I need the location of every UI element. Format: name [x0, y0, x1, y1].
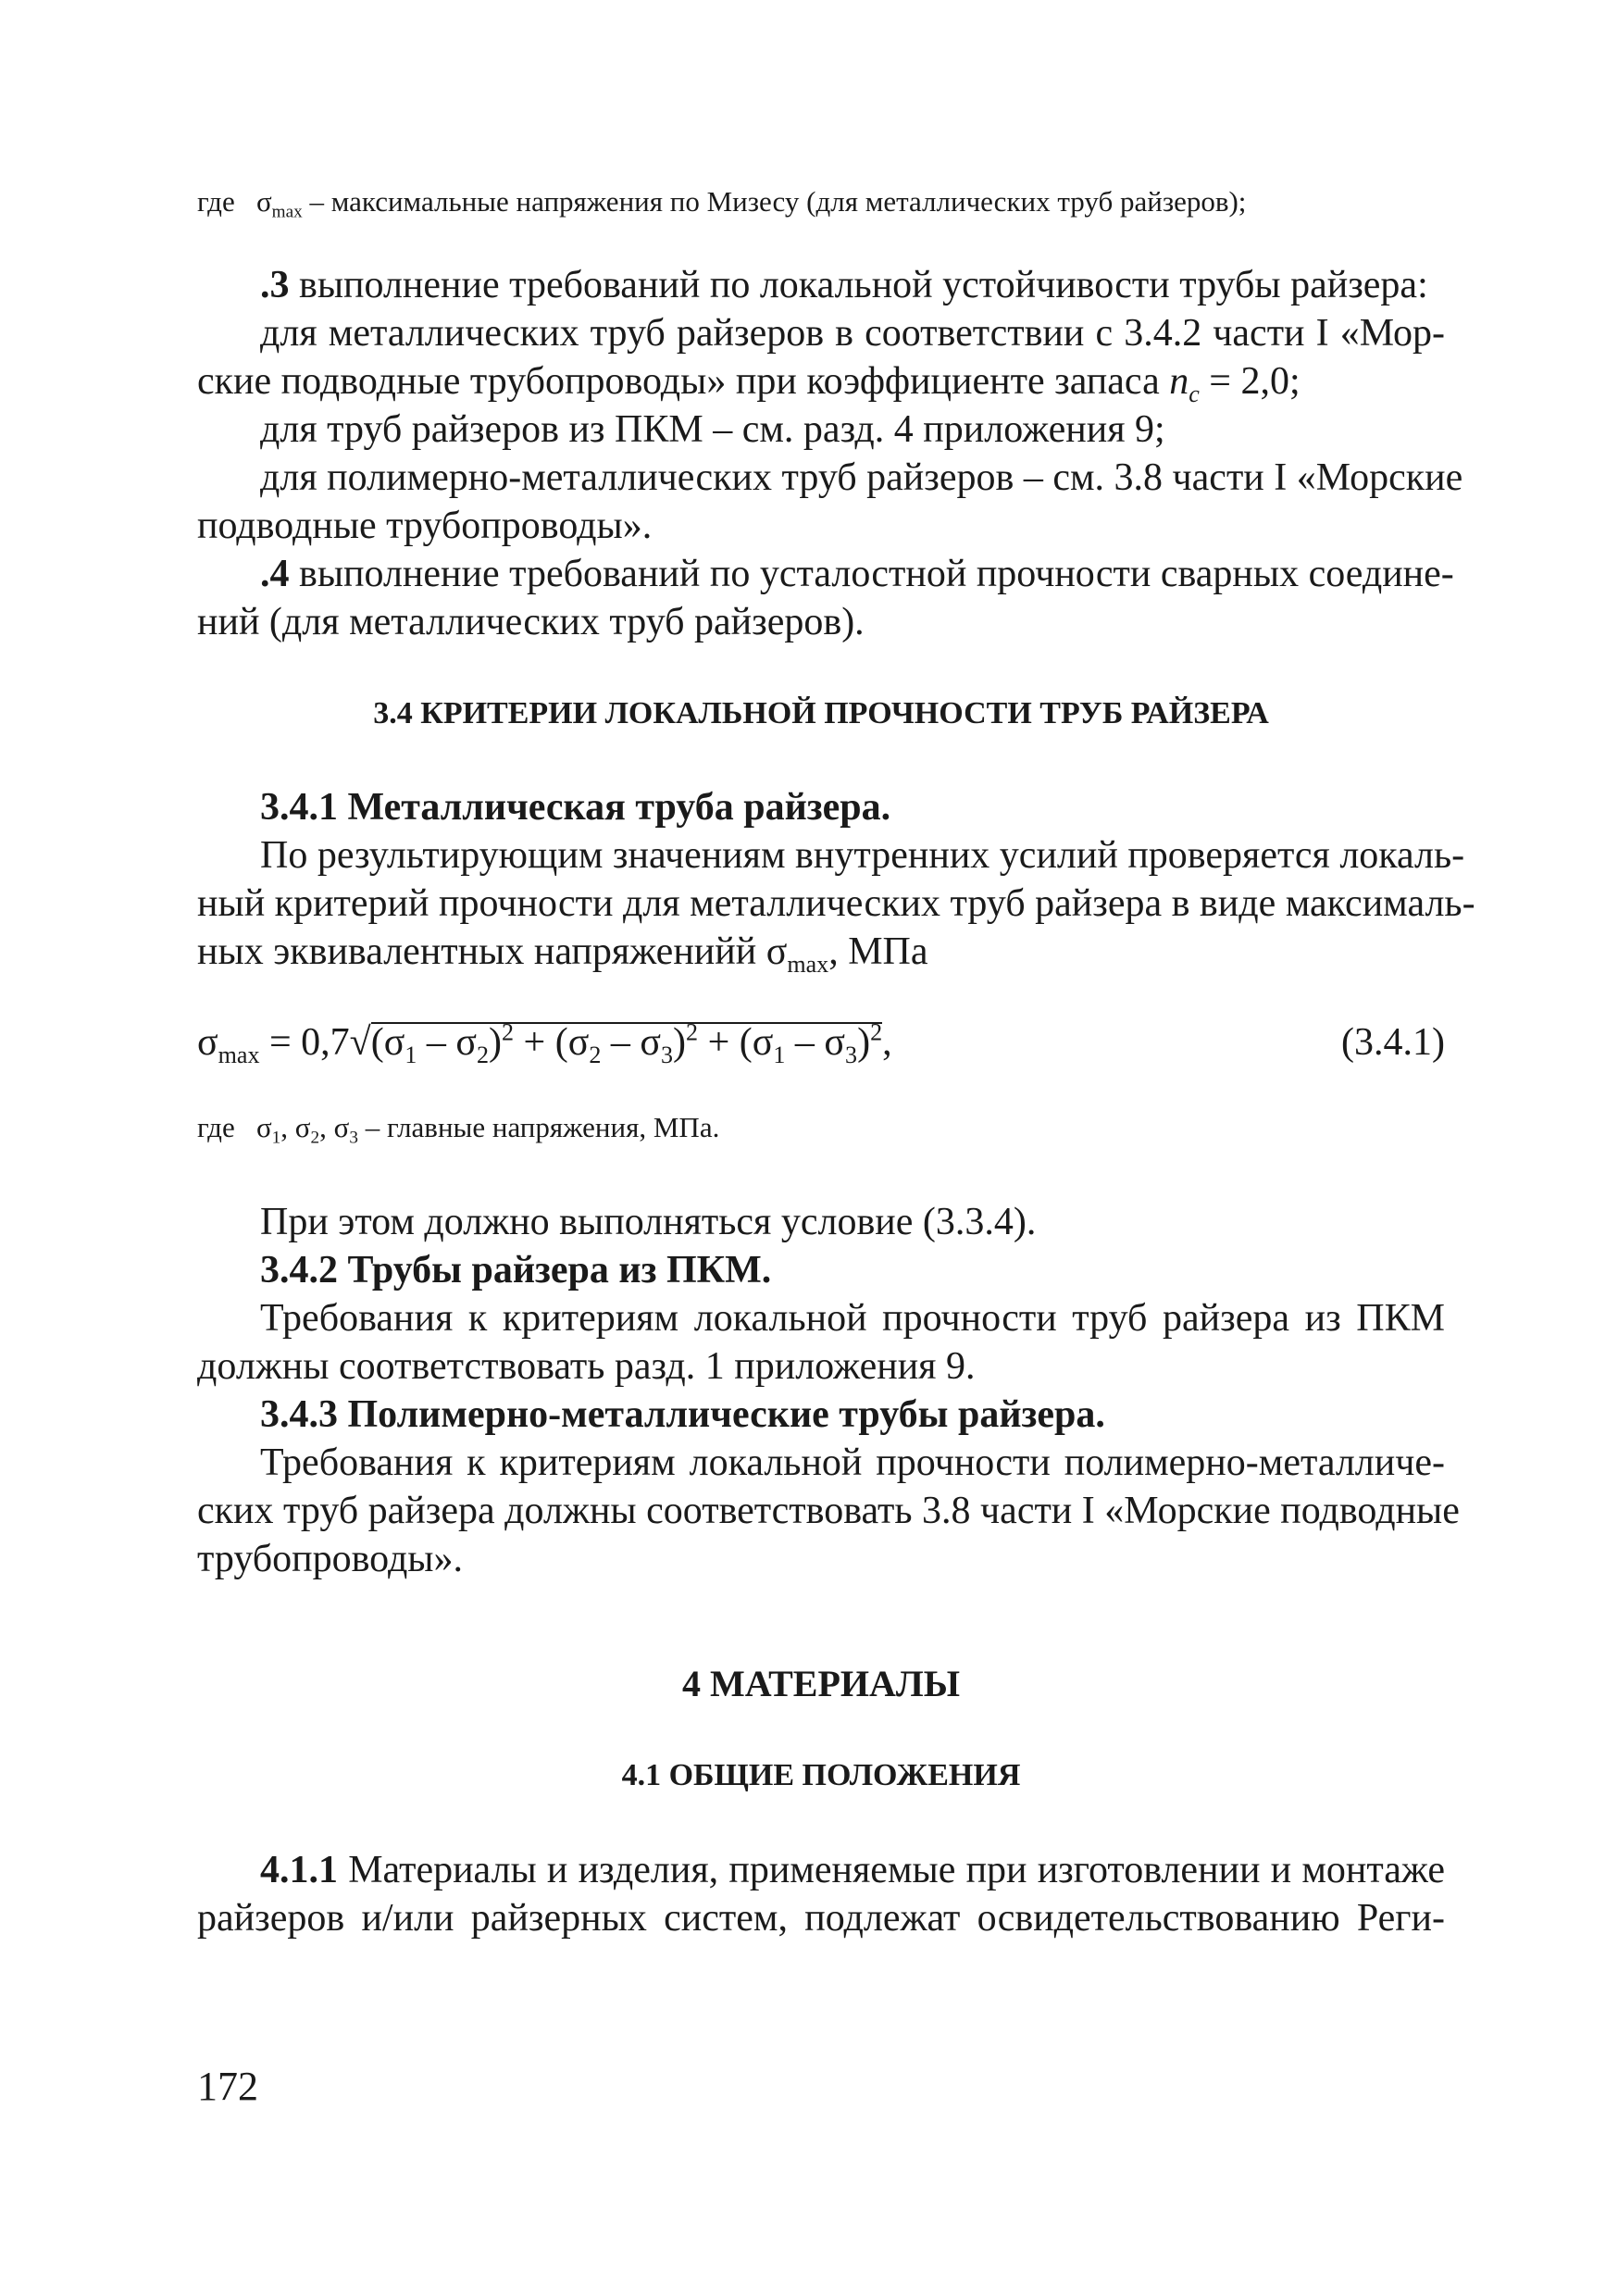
term: ): [489, 1021, 503, 1064]
item-number: .3: [260, 264, 290, 306]
index: 3: [845, 1042, 858, 1069]
p342-line-2: должны соответствовать разд. 1 приложения 9.: [197, 1345, 976, 1388]
p343-line-2: ских труб райзера должны соответствовать 3.8 части I «Морские подводные: [197, 1490, 1460, 1532]
index: 1: [271, 1128, 281, 1148]
sigma-symbol: , σ: [280, 1111, 311, 1143]
index: 1: [773, 1042, 786, 1069]
p343-line-1: Требования к критериям локальной прочности полимерно-металличе-: [260, 1441, 1445, 1484]
item-text: ские подводные трубопроводы» при коэффициенте запаса: [197, 360, 1160, 403]
c-subscript: c: [1189, 381, 1200, 408]
term: + (σ: [698, 1021, 774, 1064]
term: – σ: [785, 1021, 846, 1064]
term: ): [857, 1021, 871, 1064]
sigma-subscript: max: [787, 951, 829, 979]
power: 2: [870, 1018, 883, 1046]
paragraph-heading-3-4-1: [260, 783, 1445, 831]
sigma-symbol: σ: [255, 1111, 272, 1143]
sigma-subscript: max: [271, 202, 303, 222]
item-number: .4: [260, 553, 290, 595]
formula-lhs: σ: [197, 1021, 218, 1064]
heading-text: 3.4.3 Полимерно-металлические трубы райзера.: [260, 1393, 1105, 1436]
item-text: выполнение требований по локальной устойчивости трубы райзера:: [299, 264, 1428, 306]
p341-line-1: По результирующим значениям внутренних усилий проверяется локаль-: [260, 834, 1465, 877]
index: 2: [477, 1042, 490, 1069]
root-overbar: [371, 1022, 882, 1024]
square-root: [350, 1018, 882, 1067]
item-3-line-1: [260, 261, 1445, 309]
condition-line: При этом должно выполняться условие (3.3.4).: [260, 1201, 1037, 1243]
term: + (σ: [514, 1021, 590, 1064]
p411-text: Материалы и изделия, применяемые при изготовлении и монтаже: [348, 1849, 1446, 1891]
p342-line-1: Требования к критериям локальной прочности труб райзера из ПКМ: [260, 1297, 1445, 1340]
section-heading-3-4: 3.4 КРИТЕРИИ ЛОКАЛЬНОЙ ПРОЧНОСТИ ТРУБ РАЙЗЕРА: [373, 696, 1269, 730]
p341-line-2: ный критерий прочности для металлических труб райзера в виде максималь-: [197, 882, 1475, 925]
p411-line-1: [260, 1846, 1445, 1894]
root-sign-icon: √: [349, 1021, 371, 1064]
equation-number: (3.4.1): [1341, 1021, 1445, 1064]
item-3-line-2: для металлических труб райзеров в соответствии с 3.4.2 части I «Мор-: [260, 312, 1445, 355]
p341-line-3: [197, 928, 1445, 979]
sigma-max-definition: [197, 183, 1445, 220]
definition-text: – главные напряжения, МПа.: [365, 1111, 720, 1143]
where-word: где: [197, 185, 235, 218]
paragraph-heading-3-4-2: [260, 1246, 1445, 1294]
index: 2: [310, 1128, 320, 1148]
paragraph-heading-3-4-3: [260, 1391, 1445, 1439]
index: 2: [589, 1042, 602, 1069]
definition-text: – максимальные напряжения по Мизесу (для металлических труб райзеров);: [309, 185, 1247, 218]
section-heading-4: 4 МАТЕРИАЛЫ: [682, 1663, 960, 1704]
p341-text: ных эквивалентных напряженийй σ: [197, 930, 788, 973]
item-4-line-1: [260, 550, 1454, 598]
page-number: 172: [197, 2064, 258, 2109]
index: 3: [349, 1128, 358, 1148]
item-3-line-4: для труб райзеров из ПКМ – см. разд. 4 приложения 9;: [260, 408, 1165, 451]
term: (σ: [370, 1021, 405, 1064]
term: – σ: [417, 1021, 478, 1064]
power: 2: [502, 1018, 515, 1046]
formula-3-4-1: [197, 1018, 1445, 1067]
formula-coefficient: = 0,7: [268, 1021, 350, 1064]
principal-stresses-definition: [197, 1109, 1445, 1146]
p343-line-3: трубопроводы».: [197, 1538, 464, 1580]
item-3-line-5: для полимерно-металлических труб райзеров – см. 3.8 части I «Морские: [260, 456, 1463, 499]
item-text: = 2,0;: [1209, 360, 1301, 403]
p341-text: , МПа: [828, 930, 928, 973]
p411-line-2: райзеров и/или райзерных систем, подлежат освидетельствованию Реги-: [197, 1897, 1445, 1940]
sigma-symbol: σ: [255, 185, 272, 218]
index: 3: [661, 1042, 674, 1069]
item-3-line-6: подводные трубопроводы».: [197, 505, 653, 547]
radicand: [371, 1018, 882, 1067]
formula-lhs-subscript: max: [218, 1042, 260, 1069]
paragraph-number: 4.1.1: [260, 1849, 338, 1891]
item-text: выполнение требований по усталостной прочности сварных соедине-: [299, 553, 1454, 595]
term: ): [673, 1021, 687, 1064]
n-symbol: n: [1169, 360, 1189, 403]
section-heading-4-1: 4.1 ОБЩИЕ ПОЛОЖЕНИЯ: [621, 1758, 1021, 1792]
formula-comma: ,: [882, 1021, 892, 1064]
index: 1: [404, 1042, 417, 1069]
sigma-symbol: , σ: [319, 1111, 350, 1143]
term: – σ: [601, 1021, 662, 1064]
heading-text: 3.4.1 Металлическая труба райзера.: [260, 786, 891, 829]
item-4-line-2: ний (для металлических труб райзеров).: [197, 601, 865, 643]
power: 2: [686, 1018, 699, 1046]
heading-text: 3.4.2 Трубы райзера из ПКМ.: [260, 1249, 772, 1292]
where-word: где: [197, 1111, 235, 1143]
item-3-line-3: [197, 357, 1445, 406]
